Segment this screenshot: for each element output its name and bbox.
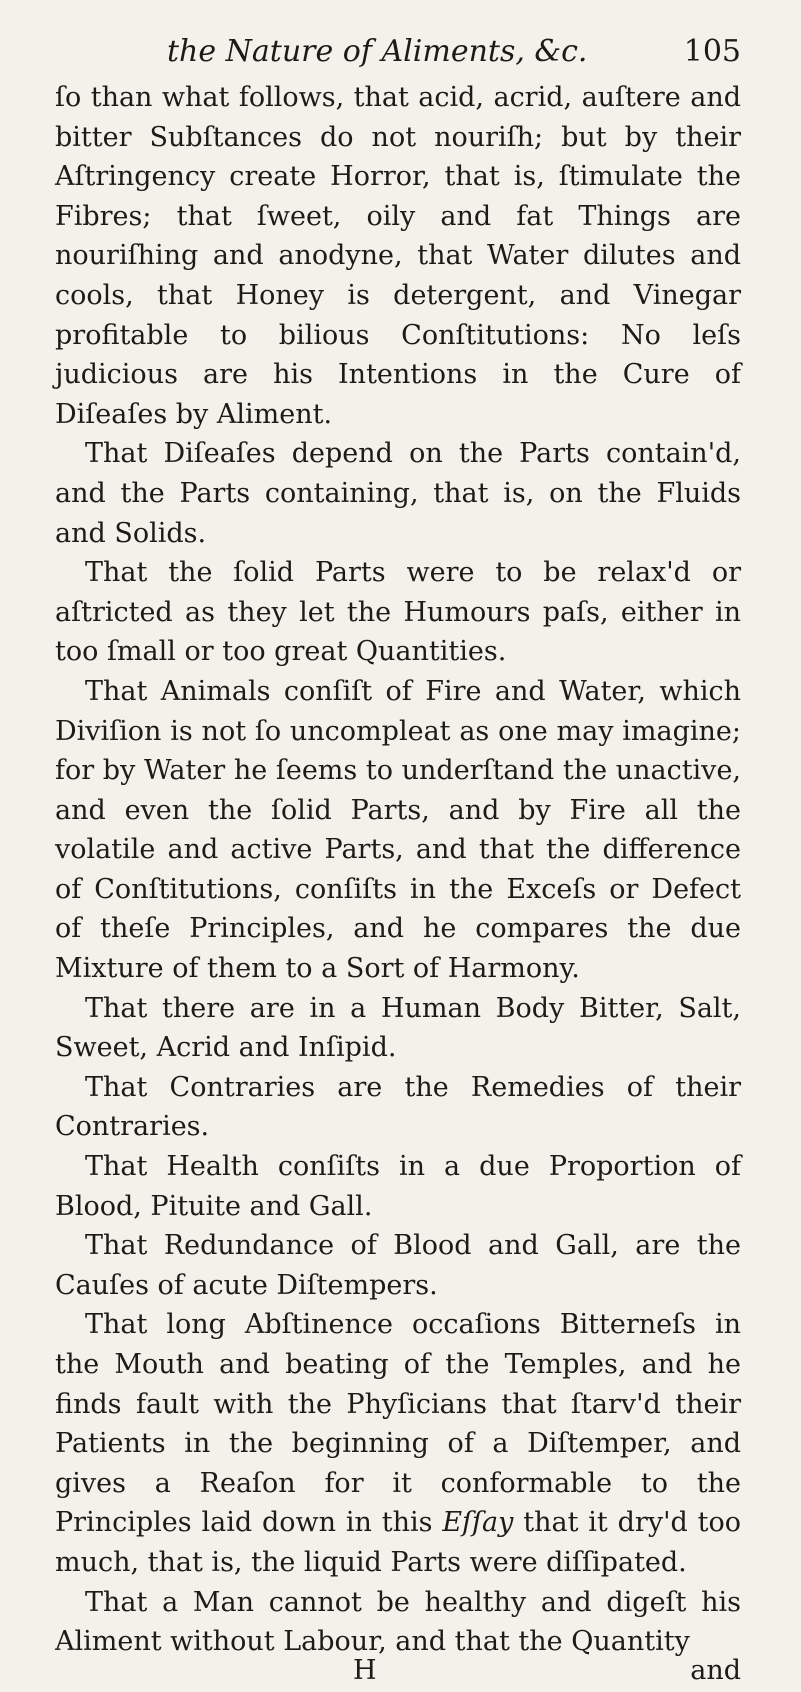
catchline [55,1654,741,1692]
paragraph: That the ſolid Parts were to be relax'd or aſtricted as they let the Humours paſs, either in too ſmall or too great Quantities. [55,557,741,668]
running-head [55,34,741,70]
paragraph: That Contraries are the Remedies of their Contraries. [55,1071,741,1143]
paragraph-continuation: ſo than what follows, that acid, acrid, auſtere and bitter Subſtances do not nouriſh; but by their Aſtringency create Horror, that is, ſtimulate the Fibres; that ſweet, oily and fat Things are nouriſhing and anodyne, that Water dilutes and cools, that Honey is detergent, and Vinegar profitable to bilious Conſtitutions: No leſs judicious are his Intentions in the Cure of Diſeaſes by Aliment. [55,82,741,430]
paragraph: That Health conſiſts in a due Proportion of Blood, Pituite and Gall. [55,1151,741,1222]
paragraph-text: that it dry'd too much, that is, the liquid Parts were diſſipated. [55,1507,742,1578]
paragraph-abstinence [55,1305,741,1582]
catchword: and [690,1654,741,1686]
paragraph-text: That long Abſtinence occaſions Bitterneſs in the Mouth and beating of the Temples, and he finds fault with the Phyſicians that ſtarv'd their Patients in the beginning of a Diſtemper, and gives a Reaſon for it conformable to the Principles laid down in this [55,1309,741,1539]
page-number: 105 [683,34,741,69]
signature-mark: H [353,1654,377,1686]
body-text [55,78,741,1662]
paragraph: That Redundance of Blood and Gall, are the Cauſes of acute Diſtempers. [55,1230,741,1301]
running-title: the Nature of Aliments, &c. [167,34,588,69]
paragraph: That Diſeaſes depend on the Parts contain'd, and the Parts containing, that is, on the Fluids and Solids. [55,438,741,549]
italic-term: Eſſay [442,1507,514,1539]
paragraph-last: That a Man cannot be healthy and digeſt his Aliment without Labour, and that the Quantity [55,1586,741,1658]
paragraph: That there are in a Human Body Bitter, Salt, Sweet, Acrid and Inſipid. [55,992,741,1064]
paragraph: That Animals conſiſt of Fire and Water, which Diviſion is not ſo uncompleat as one may imagine; for by Water he ſeems to underſtand the unactive, and even the ſolid Parts, and by Fire all the volatile and active Parts, and that the difference of Conſtitutions, conſiſts in the Exceſs or Defect of theſe Principles, and he compares the due Mixture of them to a Sort of Harmony. [55,675,741,985]
